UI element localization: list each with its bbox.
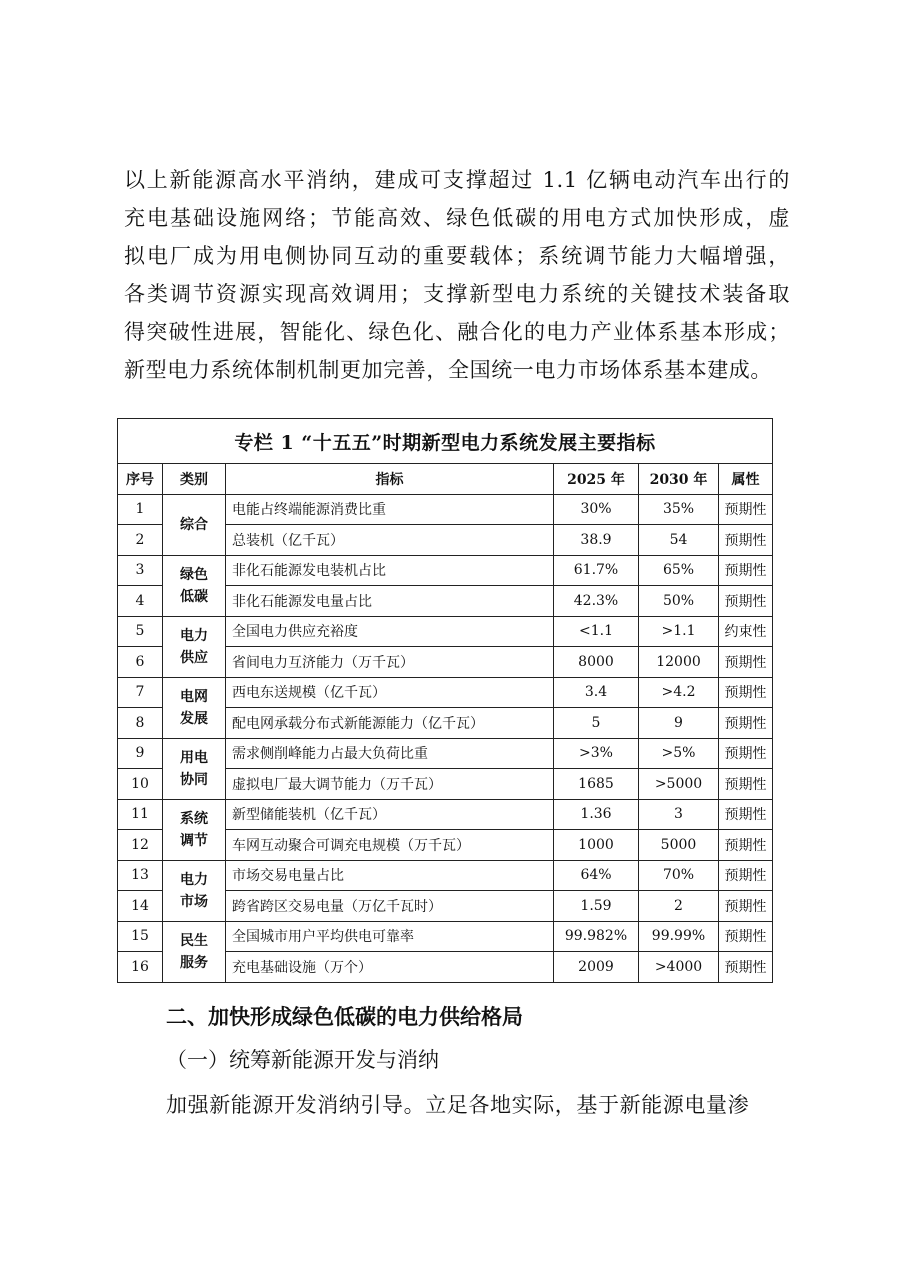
indicator-cell: 全国城市用户平均供电可靠率 xyxy=(226,921,554,952)
indicator-cell: 充电基础设施（万个） xyxy=(226,952,554,983)
value-2030-cell: 99.99% xyxy=(639,921,719,952)
value-2025-cell: >3% xyxy=(554,738,639,769)
value-2025-cell: 8000 xyxy=(554,647,639,678)
value-2030-cell: 70% xyxy=(639,860,719,891)
attribute-cell: 预期性 xyxy=(719,708,773,739)
value-2030-cell: 5000 xyxy=(639,830,719,861)
table-row xyxy=(118,860,773,891)
row-number-cell: 16 xyxy=(118,952,163,983)
indicator-cell: 非化石能源发电量占比 xyxy=(226,586,554,617)
category-line: 发展 xyxy=(180,710,208,727)
category-cell xyxy=(163,860,226,921)
indicator-cell: 西电东送规模（亿千瓦） xyxy=(226,677,554,708)
row-number-cell: 1 xyxy=(118,494,163,525)
row-number-cell: 13 xyxy=(118,860,163,891)
category-line: 调节 xyxy=(180,832,208,849)
indicator-cell: 配电网承载分布式新能源能力（亿千瓦） xyxy=(226,708,554,739)
intro-line: 新型电力系统体制机制更加完善，全国统一电力市场体系基本建成。 xyxy=(124,358,772,382)
value-2025-cell: 42.3% xyxy=(554,586,639,617)
row-number-cell: 4 xyxy=(118,586,163,617)
attribute-cell: 预期性 xyxy=(719,738,773,769)
category-line: 电网 xyxy=(180,688,208,705)
intro-line: 各类调节资源实现高效调用；支撑新型电力系统的关键技术装备取 xyxy=(124,282,790,306)
category-cell xyxy=(163,921,226,982)
header-attribute: 属性 xyxy=(719,464,773,495)
category-cell: 综合 xyxy=(163,494,226,555)
value-2025-cell: 1.59 xyxy=(554,891,639,922)
indicator-cell: 新型储能装机（亿千瓦） xyxy=(226,799,554,830)
category-line: 绿色 xyxy=(180,566,208,583)
category-line: 电力 xyxy=(180,627,208,644)
value-2030-cell: >5000 xyxy=(639,769,719,800)
row-number-cell: 10 xyxy=(118,769,163,800)
value-2025-cell: 1685 xyxy=(554,769,639,800)
attribute-cell: 预期性 xyxy=(719,891,773,922)
row-number-cell: 9 xyxy=(118,738,163,769)
category-cell xyxy=(163,799,226,860)
attribute-cell: 预期性 xyxy=(719,494,773,525)
category-line: 系统 xyxy=(180,810,208,827)
category-line: 服务 xyxy=(180,954,208,971)
row-number-cell: 15 xyxy=(118,921,163,952)
value-2030-cell: 3 xyxy=(639,799,719,830)
intro-paragraph xyxy=(124,161,790,389)
indicator-cell: 省间电力互济能力（万千瓦） xyxy=(226,647,554,678)
value-2025-cell: 1000 xyxy=(554,830,639,861)
value-2030-cell: 65% xyxy=(639,555,719,586)
value-2025-cell: 3.4 xyxy=(554,677,639,708)
subsection-heading: （一）统筹新能源开发与消纳 xyxy=(166,1048,439,1072)
category-cell xyxy=(163,738,226,799)
row-number-cell: 7 xyxy=(118,677,163,708)
header-2030: 2030 年 xyxy=(639,464,719,495)
category-cell xyxy=(163,555,226,616)
table-row xyxy=(118,494,773,525)
attribute-cell: 预期性 xyxy=(719,677,773,708)
attribute-cell: 预期性 xyxy=(719,830,773,861)
attribute-cell: 预期性 xyxy=(719,586,773,617)
attribute-cell: 约束性 xyxy=(719,616,773,647)
category-cell xyxy=(163,616,226,677)
header-no: 序号 xyxy=(118,464,163,495)
row-number-cell: 11 xyxy=(118,799,163,830)
category-line: 市场 xyxy=(180,893,208,910)
indicator-cell: 全国电力供应充裕度 xyxy=(226,616,554,647)
section-heading: 二、加快形成绿色低碳的电力供给格局 xyxy=(166,1005,523,1029)
value-2030-cell: >5% xyxy=(639,738,719,769)
category-cell xyxy=(163,677,226,738)
row-number-cell: 8 xyxy=(118,708,163,739)
header-2025: 2025 年 xyxy=(554,464,639,495)
value-2025-cell: 5 xyxy=(554,708,639,739)
attribute-cell: 预期性 xyxy=(719,860,773,891)
row-number-cell: 3 xyxy=(118,555,163,586)
value-2030-cell: 35% xyxy=(639,494,719,525)
table-row xyxy=(118,738,773,769)
intro-line: 拟电厂成为用电侧协同互动的重要载体；系统调节能力大幅增强， xyxy=(124,244,790,268)
indicator-cell: 电能占终端能源消费比重 xyxy=(226,494,554,525)
category-line: 低碳 xyxy=(180,588,208,605)
attribute-cell: 预期性 xyxy=(719,647,773,678)
row-number-cell: 5 xyxy=(118,616,163,647)
value-2025-cell: 30% xyxy=(554,494,639,525)
value-2025-cell: 2009 xyxy=(554,952,639,983)
attribute-cell: 预期性 xyxy=(719,555,773,586)
indicators-table xyxy=(117,418,773,983)
value-2030-cell: 9 xyxy=(639,708,719,739)
category-line: 供应 xyxy=(180,649,208,666)
value-2030-cell: 2 xyxy=(639,891,719,922)
indicator-cell: 市场交易电量占比 xyxy=(226,860,554,891)
value-2025-cell: 1.36 xyxy=(554,799,639,830)
table-row xyxy=(118,677,773,708)
value-2030-cell: 12000 xyxy=(639,647,719,678)
table-header-row xyxy=(118,464,773,495)
indicator-cell: 跨省跨区交易电量（万亿千瓦时） xyxy=(226,891,554,922)
header-indicator: 指标 xyxy=(226,464,554,495)
category-line: 民生 xyxy=(180,932,208,949)
table-row xyxy=(118,555,773,586)
attribute-cell: 预期性 xyxy=(719,799,773,830)
attribute-cell: 预期性 xyxy=(719,769,773,800)
value-2030-cell: >4.2 xyxy=(639,677,719,708)
row-number-cell: 14 xyxy=(118,891,163,922)
table-row xyxy=(118,921,773,952)
value-2025-cell: 64% xyxy=(554,860,639,891)
intro-line: 得突破性进展，智能化、绿色化、融合化的电力产业体系基本形成； xyxy=(124,320,790,344)
table-row xyxy=(118,616,773,647)
row-number-cell: 6 xyxy=(118,647,163,678)
indicator-cell: 需求侧削峰能力占最大负荷比重 xyxy=(226,738,554,769)
value-2030-cell: >1.1 xyxy=(639,616,719,647)
attribute-cell: 预期性 xyxy=(719,921,773,952)
indicator-cell: 总装机（亿千瓦） xyxy=(226,525,554,556)
indicator-cell: 车网互动聚合可调充电规模（万千瓦） xyxy=(226,830,554,861)
closing-line: 加强新能源开发消纳引导。立足各地实际，基于新能源电量渗 xyxy=(166,1093,750,1117)
attribute-cell: 预期性 xyxy=(719,952,773,983)
row-number-cell: 2 xyxy=(118,525,163,556)
category-line: 用电 xyxy=(180,749,208,766)
table-caption: 专栏 1 “十五五”时期新型电力系统发展主要指标 xyxy=(118,419,773,464)
indicator-cell: 非化石能源发电装机占比 xyxy=(226,555,554,586)
indicator-cell: 虚拟电厂最大调节能力（万千瓦） xyxy=(226,769,554,800)
table-row xyxy=(118,799,773,830)
category-line: 电力 xyxy=(180,871,208,888)
intro-line: 以上新能源高水平消纳，建成可支撑超过 1.1 亿辆电动汽车出行的 xyxy=(124,168,790,192)
row-number-cell: 12 xyxy=(118,830,163,861)
value-2030-cell: 54 xyxy=(639,525,719,556)
attribute-cell: 预期性 xyxy=(719,525,773,556)
value-2030-cell: 50% xyxy=(639,586,719,617)
category-line: 协同 xyxy=(180,771,208,788)
intro-line: 充电基础设施网络；节能高效、绿色低碳的用电方式加快形成，虚 xyxy=(124,206,790,230)
value-2025-cell: 99.982% xyxy=(554,921,639,952)
header-category: 类别 xyxy=(163,464,226,495)
value-2025-cell: 38.9 xyxy=(554,525,639,556)
value-2025-cell: 61.7% xyxy=(554,555,639,586)
value-2030-cell: >4000 xyxy=(639,952,719,983)
value-2025-cell: <1.1 xyxy=(554,616,639,647)
